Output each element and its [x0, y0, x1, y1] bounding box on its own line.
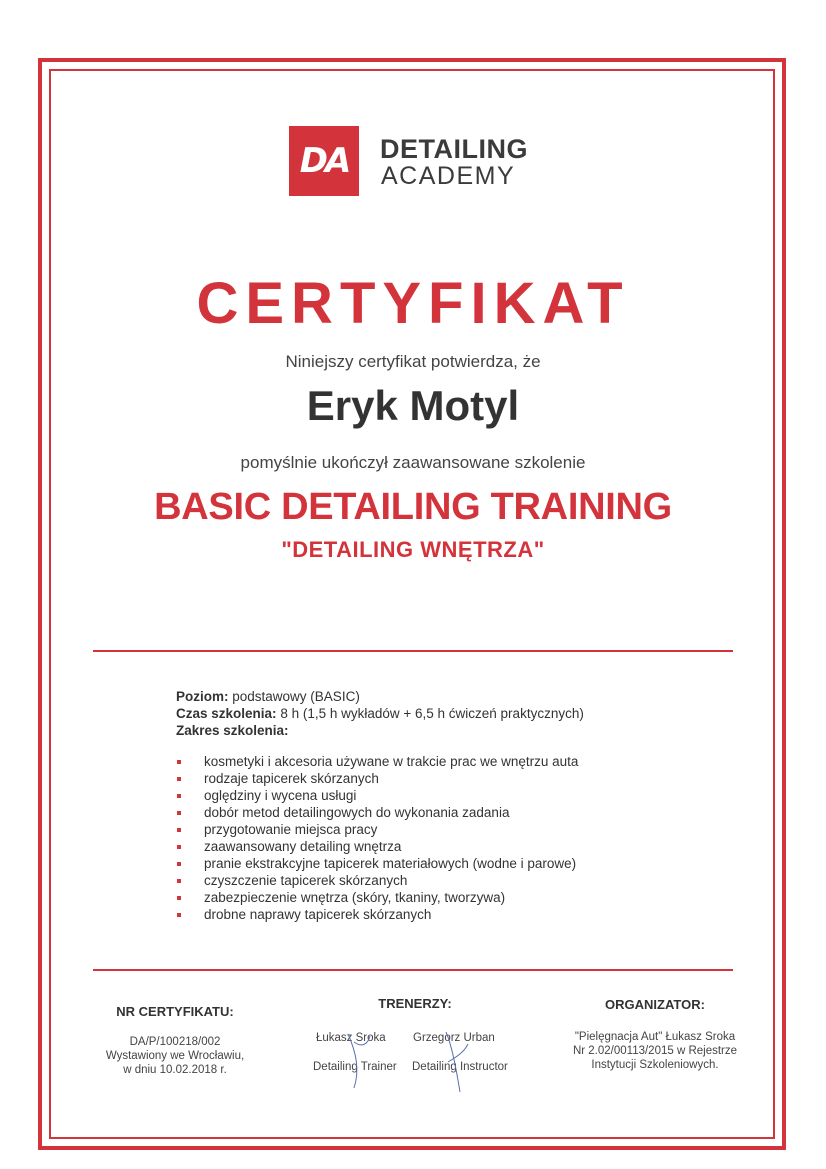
scope-item-text: czyszczenie tapicerek skórzanych	[204, 873, 408, 888]
level-value: podstawowy (BASIC)	[232, 689, 360, 704]
trainer2-role: Detailing Instructor	[412, 1061, 508, 1073]
list-item	[176, 906, 578, 923]
cert-issued-line1: Wystawiony we Wrocławiu,	[105, 1050, 245, 1062]
bullet-icon	[177, 794, 181, 798]
signature-2-stroke	[446, 1032, 468, 1092]
course-details	[176, 688, 584, 739]
list-item	[176, 787, 578, 804]
scope-item-text: pranie ekstrakcyjne tapicerek materiałowych (wodne i parowe)	[204, 856, 577, 871]
cert-number-value: DA/P/100218/002	[129, 1036, 221, 1048]
organizer-block	[555, 998, 755, 1072]
list-item	[176, 753, 578, 770]
scope-item-text: zaawansowany detailing wnętrza	[204, 839, 402, 854]
bullet-icon	[177, 862, 181, 866]
bullet-icon	[177, 896, 181, 900]
scope-item-text: drobne naprawy tapicerek skórzanych	[204, 907, 432, 922]
bullet-icon	[177, 879, 181, 883]
certificate-intro: Niniejszy certyfikat potwierdza, że	[285, 352, 541, 371]
bullet-icon	[177, 811, 181, 815]
trainers-block	[315, 997, 515, 1011]
course-name: BASIC DETAILING TRAINING	[154, 486, 672, 528]
cert-number-heading: NR CERTYFIKATU:	[116, 1004, 234, 1019]
trainers-heading: TRENERZY:	[378, 996, 452, 1011]
duration-row	[176, 705, 584, 722]
scope-item-text: przygotowanie miejsca pracy	[204, 822, 378, 837]
organizer-heading: ORGANIZATOR:	[605, 997, 705, 1012]
divider-bottom	[93, 969, 733, 971]
trainer1-role: Detailing Trainer	[313, 1061, 397, 1073]
list-item	[176, 855, 578, 872]
bullet-icon	[177, 845, 181, 849]
bullet-icon	[177, 760, 181, 764]
list-item	[176, 889, 578, 906]
scope-list	[176, 753, 578, 923]
logo-wordmark-line1: DETAILING	[380, 134, 528, 164]
list-item	[176, 804, 578, 821]
course-subtitle: "DETAILING WNĘTRZA"	[281, 537, 545, 562]
list-item	[176, 821, 578, 838]
trainer1-name: Łukasz Sroka	[316, 1032, 386, 1044]
certificate-number-block	[80, 1005, 270, 1077]
scope-item-text: zabezpieczenie wnętrza (skóry, tkaniny, tworzywa)	[204, 890, 506, 905]
scope-item-text: rodzaje tapicerek skórzanych	[204, 771, 379, 786]
list-item	[176, 770, 578, 787]
scope-item-text: kosmetyki i akcesoria używane w trakcie prac we wnętrzu auta	[204, 754, 579, 769]
scope-row	[176, 722, 584, 739]
organizer-line3: Instytucji Szkoleniowych.	[591, 1059, 719, 1071]
level-row	[176, 688, 584, 705]
scope-label: Zakres szkolenia:	[176, 723, 289, 738]
scope-item-text: oględziny i wycena usługi	[204, 788, 357, 803]
certificate-title: CERTYFIKAT	[196, 271, 630, 336]
level-label: Poziom:	[176, 689, 229, 704]
bullet-icon	[177, 913, 181, 917]
divider-top	[93, 650, 733, 652]
logo-wordmark-line2: ACADEMY	[381, 162, 516, 190]
signature-1-stroke	[348, 1034, 370, 1088]
certificate-inner-border	[49, 69, 775, 1139]
bullet-icon	[177, 828, 181, 832]
completion-text: pomyślnie ukończył zaawansowane szkolenie	[240, 453, 586, 472]
list-item	[176, 872, 578, 889]
duration-label: Czas szkolenia:	[176, 706, 277, 721]
list-item	[176, 838, 578, 855]
logo-mark-text: DA	[299, 141, 349, 181]
detailing-academy-logo-mark	[289, 126, 359, 196]
recipient-name: Eryk Motyl	[306, 382, 520, 429]
bullet-icon	[177, 777, 181, 781]
organizer-line1: "Pielęgnacja Aut" Łukasz Sroka	[574, 1031, 736, 1043]
trainer2-name: Grzegorz Urban	[413, 1032, 495, 1044]
scope-item-text: dobór metod detailingowych do wykonania zadania	[204, 805, 510, 820]
cert-issued-line2: w dniu 10.02.2018 r.	[123, 1064, 227, 1076]
organizer-line2: Nr 2.02/00113/2015 w Rejestrze	[572, 1045, 738, 1057]
duration-value: 8 h (1,5 h wykładów + 6,5 h ćwiczeń praktycznych)	[280, 706, 584, 721]
trainer-signatures	[318, 1022, 518, 1094]
